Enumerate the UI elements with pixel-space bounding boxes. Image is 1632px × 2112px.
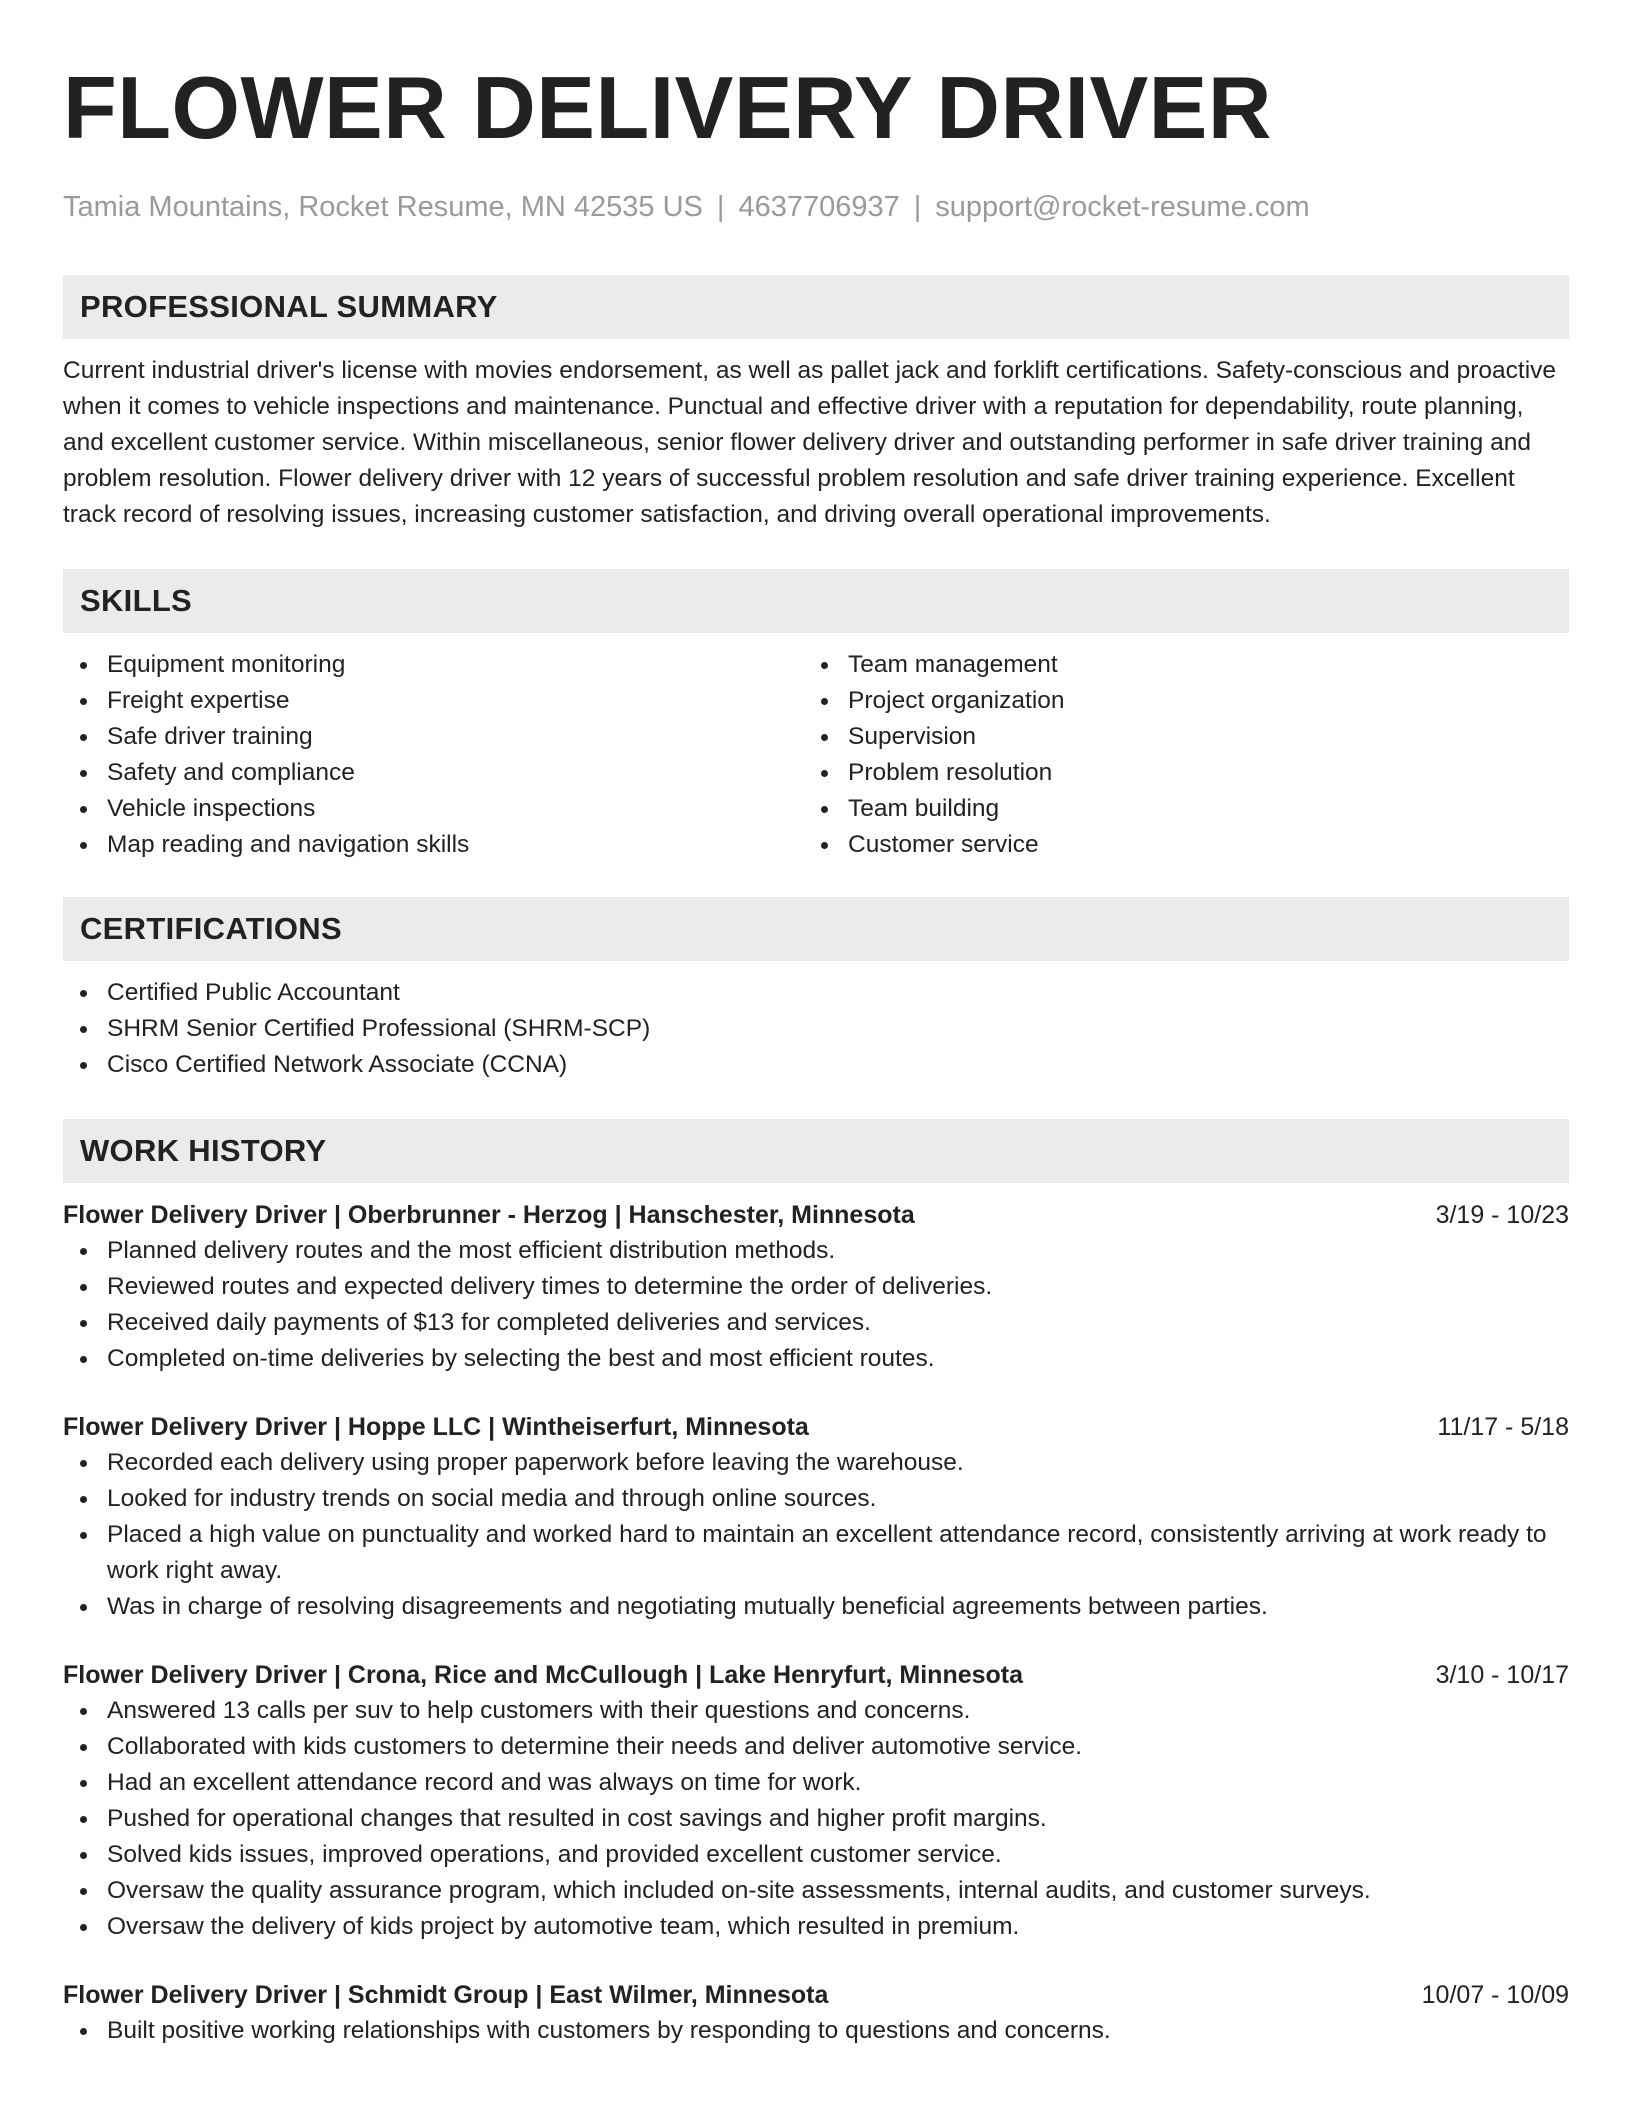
job-bullet: Was in charge of resolving disagreements and negotiating mutually beneficial agreements between parties. [63, 1589, 1569, 1625]
job-bullet: Solved kids issues, improved operations, and provided excellent customer service. [63, 1837, 1569, 1873]
skill-item: Project organization [804, 683, 1545, 719]
job-bullets [63, 1693, 1569, 1945]
job-entry [63, 1977, 1569, 2049]
job-title: Flower Delivery Driver | Schmidt Group | East Wilmer, Minnesota [63, 1981, 829, 2009]
skill-item: Customer service [804, 827, 1545, 863]
skills-grid [63, 647, 1569, 863]
job-bullet: Oversaw the delivery of kids project by automotive team, which resulted in premium. [63, 1909, 1569, 1945]
skills-list-right [804, 647, 1545, 863]
skill-item: Safety and compliance [63, 755, 804, 791]
job-bullet: Answered 13 calls per suv to help customers with their questions and concerns. [63, 1693, 1569, 1729]
section-heading-summary: PROFESSIONAL SUMMARY [63, 275, 1569, 339]
contact-phone: 4637706937 [738, 191, 900, 223]
skill-item: Problem resolution [804, 755, 1545, 791]
job-title: Flower Delivery Driver | Oberbrunner - Herzog | Hanschester, Minnesota [63, 1201, 915, 1229]
skill-item: Team building [804, 791, 1545, 827]
skill-item: Equipment monitoring [63, 647, 804, 683]
job-title: Flower Delivery Driver | Hoppe LLC | Wintheiserfurt, Minnesota [63, 1413, 809, 1441]
job-entry [63, 1409, 1569, 1625]
job-bullet: Looked for industry trends on social media and through online sources. [63, 1481, 1569, 1517]
resume-title: FLOWER DELIVERY DRIVER [63, 58, 1272, 157]
skill-item: Freight expertise [63, 683, 804, 719]
skills-list-left [63, 647, 804, 863]
job-dates: 11/17 - 5/18 [1437, 1413, 1569, 1441]
job-bullet: Planned delivery routes and the most efficient distribution methods. [63, 1233, 1569, 1269]
job-bullets [63, 1233, 1569, 1377]
job-dates: 3/10 - 10/17 [1435, 1661, 1569, 1689]
summary-text: Current industrial driver's license with movies endorsement, as well as pallet jack and forklift certifications. Safety-conscious and proactive when it comes to vehicle inspections and maintenance. Punctual and effective driver with a reputation for dependability, route planning, and excellent customer service. Within miscellaneous, senior flower delivery driver and outstanding performer in safe driver training and problem resolution. Flower delivery driver with 12 years of successful problem resolution and safe driver training experience. Excellent track record of resolving issues, increasing customer satisfaction, and driving overall operational improvements. [63, 357, 1557, 528]
job-bullet: Oversaw the quality assurance program, which included on-site assessments, internal audits, and customer surveys. [63, 1873, 1569, 1909]
skill-item: Safe driver training [63, 719, 804, 755]
job-bullet: Reviewed routes and expected delivery times to determine the order of deliveries. [63, 1269, 1569, 1305]
job-dates: 3/19 - 10/23 [1435, 1201, 1569, 1229]
skill-item: Map reading and navigation skills [63, 827, 804, 863]
job-bullet: Placed a high value on punctuality and worked hard to maintain an excellent attendance record, consistently arriving at work ready to work right away. [63, 1517, 1569, 1589]
skill-item: Supervision [804, 719, 1545, 755]
job-header [63, 1657, 1569, 1693]
certification-item: SHRM Senior Certified Professional (SHRM-SCP) [63, 1011, 1569, 1047]
job-header [63, 1197, 1569, 1233]
job-entry [63, 1197, 1569, 1377]
contact-separator: | [716, 191, 725, 223]
job-bullet: Recorded each delivery using proper paperwork before leaving the warehouse. [63, 1445, 1569, 1481]
certification-item: Certified Public Accountant [63, 975, 1569, 1011]
job-dates: 10/07 - 10/09 [1421, 1981, 1569, 2009]
job-bullet: Collaborated with kids customers to determine their needs and deliver automotive service. [63, 1729, 1569, 1765]
contact-email: support@rocket-resume.com [935, 191, 1310, 223]
contact-address: Tamia Mountains, Rocket Resume, MN 42535 US [63, 191, 703, 223]
job-title: Flower Delivery Driver | Crona, Rice and McCullough | Lake Henryfurt, Minnesota [63, 1661, 1024, 1689]
skill-item: Team management [804, 647, 1545, 683]
job-bullet: Built positive working relationships with customers by responding to questions and concerns. [63, 2013, 1569, 2049]
job-bullet: Had an excellent attendance record and was always on time for work. [63, 1765, 1569, 1801]
job-bullet: Pushed for operational changes that resulted in cost savings and higher profit margins. [63, 1801, 1569, 1837]
contact-separator: | [913, 191, 922, 223]
section-heading-certifications: CERTIFICATIONS [63, 897, 1569, 961]
job-bullets [63, 1445, 1569, 1625]
job-header [63, 1977, 1569, 2013]
contact-line [63, 190, 1569, 224]
job-bullets [63, 2013, 1569, 2049]
job-header [63, 1409, 1569, 1445]
certifications-list [63, 975, 1569, 1083]
job-bullet: Received daily payments of $13 for completed deliveries and services. [63, 1305, 1569, 1341]
job-bullet: Completed on-time deliveries by selecting the best and most efficient routes. [63, 1341, 1569, 1377]
section-heading-skills: SKILLS [63, 569, 1569, 633]
skill-item: Vehicle inspections [63, 791, 804, 827]
section-heading-work-history: WORK HISTORY [63, 1119, 1569, 1183]
job-entry [63, 1657, 1569, 1945]
certification-item: Cisco Certified Network Associate (CCNA) [63, 1047, 1569, 1083]
